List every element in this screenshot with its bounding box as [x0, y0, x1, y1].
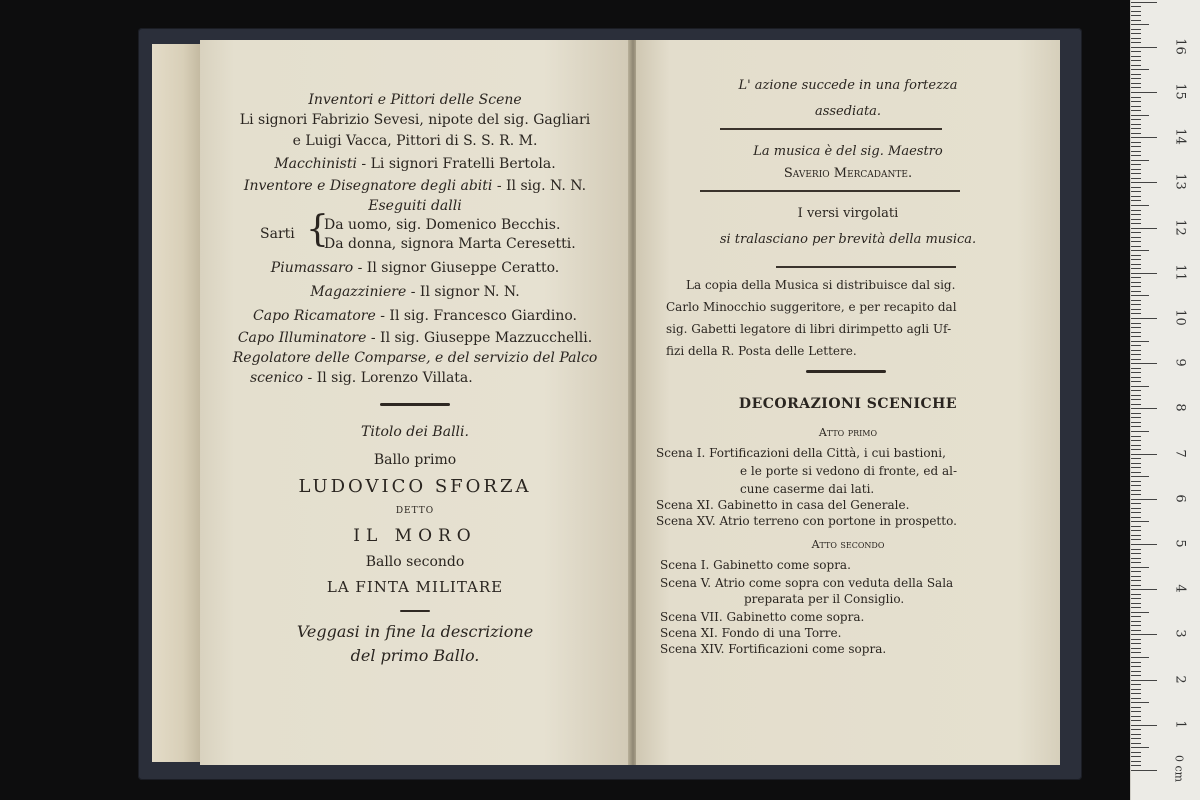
- ruler-tick: [1131, 675, 1141, 676]
- ruler-tick: [1131, 643, 1141, 644]
- left-line-10: [200, 308, 630, 324]
- ruler-tick: [1131, 684, 1141, 685]
- left-line-5: [200, 178, 630, 194]
- ruler-tick: [1131, 110, 1141, 111]
- ruler-tick: [1131, 246, 1141, 247]
- ruler-tick: [1131, 38, 1141, 39]
- ballo-secondo: Ballo secondo: [365, 554, 465, 570]
- ruler-tick: [1131, 711, 1141, 712]
- ruler-tick: [1131, 268, 1141, 269]
- ruler-tick: [1131, 616, 1141, 617]
- ruler-tick: [1131, 78, 1141, 79]
- ruler-tick: [1131, 368, 1141, 369]
- ruler-tick: [1131, 173, 1141, 174]
- ruler-tick: [1131, 65, 1141, 66]
- left-line-5-italic: Inventore e Disegnatore degli abiti: [243, 178, 493, 194]
- ruler-number: 8: [1172, 403, 1188, 413]
- ruler-number: 14: [1172, 128, 1188, 145]
- ruler-tick: [1131, 404, 1141, 405]
- ruler-tick: [1131, 558, 1141, 559]
- ruler-tick: [1131, 553, 1141, 554]
- left-line-10-rest: - Il sig. Francesco Giardino.: [375, 308, 577, 324]
- ruler-tick: [1131, 286, 1141, 287]
- ruler-tick: [1131, 151, 1141, 152]
- ruler-tick: [1131, 51, 1141, 52]
- ruler-number: 5: [1172, 539, 1188, 548]
- ruler-tick: [1131, 42, 1141, 43]
- ruler-tick: [1131, 137, 1157, 138]
- ruler-tick: [1131, 196, 1141, 197]
- ruler-tick: [1131, 250, 1149, 251]
- ruler-tick: [1131, 11, 1141, 12]
- ruler-tick: [1131, 408, 1157, 409]
- ruler-tick: [1131, 580, 1141, 581]
- ruler-tick: [1131, 476, 1149, 477]
- ruler-tick: [1131, 210, 1141, 211]
- ruler-tick: [1131, 295, 1149, 296]
- ruler-tick: [1131, 47, 1157, 48]
- ruler-tick: [1131, 738, 1141, 739]
- ruler-tick: [1131, 133, 1141, 134]
- ruler-tick: [1131, 634, 1157, 635]
- ruler-tick: [1131, 743, 1141, 744]
- left-page: [200, 40, 630, 765]
- ruler-tick: [1131, 770, 1157, 771]
- left-line-9-italic: Magazziniere: [310, 284, 407, 300]
- ruler-number: 13: [1172, 173, 1188, 191]
- scena-15: Scena XV. Atrio terreno con portone in prospetto.: [656, 514, 957, 528]
- scena-1-line-1: Scena I. Fortificazioni della Città, i cui bastioni,: [656, 446, 946, 460]
- ruler-tick: [1131, 535, 1141, 536]
- ruler-tick: [1131, 345, 1141, 346]
- ruler-tick: [1131, 354, 1141, 355]
- scena-1-line-2: e le porte si vedono di fronte, ed al-: [740, 464, 958, 478]
- ruler-tick: [1131, 630, 1141, 631]
- left-line-13: [250, 370, 630, 386]
- left-line-3: e Luigi Vacca, Pittori di S. S. R. M.: [292, 133, 538, 149]
- ruler-tick: [1131, 413, 1141, 414]
- ruler-tick: [1131, 318, 1157, 319]
- ruler-tick: [1131, 734, 1141, 735]
- ruler-number: 3: [1172, 629, 1188, 639]
- copia-line-3: sig. Gabetti legatore di libri dirimpetto agli Uf-: [666, 322, 952, 336]
- ruler-number: 4: [1172, 584, 1188, 593]
- ruler-tick: [1131, 436, 1141, 437]
- scena-11-atto-2: Scena XI. Fondo di una Torre.: [660, 626, 842, 640]
- ruler-tick: [1131, 304, 1141, 305]
- ruler-tick: [1131, 106, 1141, 107]
- ruler-number: 16: [1172, 38, 1188, 55]
- atto-primo: Atto primo: [818, 426, 878, 439]
- ruler-tick: [1131, 232, 1141, 233]
- ruler-tick: [1131, 562, 1141, 563]
- left-line-9-rest: - Il signor N. N.: [406, 284, 520, 300]
- ruler-tick: [1131, 526, 1141, 527]
- ruler-tick: [1131, 445, 1141, 446]
- ruler-tick: [1131, 472, 1141, 473]
- ruler-tick: [1131, 115, 1149, 116]
- ruler-tick: [1131, 426, 1141, 427]
- ruler-tick: [1131, 309, 1141, 310]
- ruler-tick: [1131, 648, 1141, 649]
- ruler-tick: [1131, 440, 1141, 441]
- ruler-tick: [1131, 607, 1141, 608]
- ruler-tick: [1131, 544, 1157, 545]
- left-line-4-rest: - Li signori Fratelli Bertola.: [356, 156, 556, 172]
- ruler-tick: [1131, 228, 1157, 229]
- ruler-tick: [1131, 124, 1141, 125]
- ruler-tick: [1131, 494, 1141, 495]
- scena-11: Scena XI. Gabinetto in casa del Generale.: [656, 498, 910, 512]
- ludovico-sforza: LUDOVICO SFORZA: [298, 476, 532, 497]
- ruler-tick: [1131, 598, 1141, 599]
- ornament-right: [806, 370, 886, 373]
- rule-2: [700, 190, 960, 192]
- ruler-tick: [1131, 200, 1141, 201]
- ruler-unit-label: 0 cm: [1172, 754, 1186, 783]
- ruler-tick: [1131, 350, 1141, 351]
- left-line-8-italic: Piumassaro: [270, 260, 354, 276]
- versi-line-1: I versi virgolati: [797, 206, 899, 221]
- il-moro: IL MORO: [353, 526, 477, 546]
- ruler-tick: [1131, 390, 1141, 391]
- ruler-number: 12: [1172, 218, 1188, 236]
- ruler-tick: [1131, 182, 1157, 183]
- copia-line-1: La copia della Musica si distribuisce dal sig.: [686, 278, 956, 292]
- ruler-tick: [1131, 6, 1141, 7]
- ruler-number: 1: [1172, 720, 1188, 729]
- ruler-tick: [1131, 499, 1157, 500]
- ruler-tick: [1131, 612, 1149, 613]
- ruler-tick: [1131, 15, 1141, 16]
- ruler-tick: [1131, 666, 1141, 667]
- ruler-number: 6: [1172, 494, 1188, 503]
- ruler-tick: [1131, 29, 1141, 30]
- ruler-tick: [1131, 155, 1141, 156]
- ornament-divider: [380, 403, 450, 406]
- ruler-tick: [1131, 485, 1141, 486]
- ruler-tick: [1131, 386, 1149, 387]
- ruler-tick: [1131, 720, 1141, 721]
- ruler-tick: [1131, 549, 1141, 550]
- sarti-line-2: Da donna, signora Marta Ceresetti.: [324, 236, 576, 252]
- ruler-tick: [1131, 680, 1157, 681]
- copia-line-2: Carlo Minocchio suggeritore, e per recapito dal: [666, 300, 957, 314]
- ruler-number: 2: [1172, 674, 1188, 684]
- ruler-tick: [1131, 481, 1141, 482]
- sarti-label: Sarti: [260, 226, 295, 242]
- ruler-tick: [1131, 372, 1141, 373]
- measuring-ruler: [1130, 0, 1200, 800]
- ruler-tick: [1131, 205, 1149, 206]
- ruler-tick: [1131, 20, 1141, 21]
- ruler-tick: [1131, 671, 1141, 672]
- azione-line-1: L' azione succede in una fortezza: [738, 78, 958, 93]
- ruler-tick: [1131, 160, 1149, 161]
- ruler-tick: [1131, 422, 1141, 423]
- rule-3: [776, 266, 956, 268]
- left-line-10-italic: Capo Ricamatore: [253, 308, 376, 324]
- rule-1: [720, 128, 942, 130]
- left-line-1: Inventori e Pittori delle Scene: [308, 92, 522, 108]
- ruler-tick: [1131, 313, 1141, 314]
- ruler-tick: [1131, 517, 1141, 518]
- ruler-tick: [1131, 282, 1141, 283]
- ruler-tick: [1131, 273, 1157, 274]
- ruler-tick: [1131, 725, 1157, 726]
- ruler-tick: [1131, 508, 1141, 509]
- ballo-primo: Ballo primo: [373, 452, 457, 468]
- ruler-tick: [1131, 24, 1149, 25]
- scena-7: Scena VII. Gabinetto come sopra.: [660, 610, 865, 624]
- veggasi-line-1: Veggasi in fine la descrizione: [296, 622, 534, 641]
- azione-line-2: assediata.: [814, 104, 882, 119]
- ruler-tick: [1131, 621, 1141, 622]
- scena-5-line-2: preparata per il Consiglio.: [744, 592, 905, 606]
- ruler-tick: [1131, 657, 1149, 658]
- titolo-balli: Titolo dei Balli.: [361, 424, 469, 440]
- ornament-small: [400, 610, 430, 612]
- ruler-tick: [1131, 60, 1141, 61]
- ruler-tick: [1131, 255, 1141, 256]
- left-line-11-italic: Capo Illuminatore: [237, 330, 367, 346]
- ruler-tick: [1131, 399, 1141, 400]
- ruler-tick: [1131, 237, 1141, 238]
- ruler-tick: [1131, 92, 1157, 93]
- decorazioni-sceniche: DECORAZIONI SCENICHE: [738, 396, 958, 412]
- left-line-2: Li signori Fabrizio Sevesi, nipote del sig. Gagliari: [239, 112, 591, 128]
- ruler-tick: [1131, 512, 1141, 513]
- ruler-tick: [1131, 747, 1149, 748]
- ruler-tick: [1131, 142, 1141, 143]
- left-line-13-rest: - Il sig. Lorenzo Villata.: [303, 370, 473, 386]
- ruler-tick: [1131, 178, 1141, 179]
- ruler-tick: [1131, 291, 1141, 292]
- brace-icon: {: [306, 209, 329, 250]
- ruler-tick: [1131, 219, 1141, 220]
- ruler-tick: [1131, 490, 1141, 491]
- ruler-tick: [1131, 187, 1141, 188]
- ruler-tick: [1131, 458, 1141, 459]
- ruler-tick: [1131, 33, 1141, 34]
- right-page: [636, 40, 1060, 765]
- ruler-tick: [1131, 752, 1141, 753]
- ruler-tick: [1131, 56, 1141, 57]
- ruler-tick: [1131, 169, 1141, 170]
- ruler-tick: [1131, 431, 1149, 432]
- left-line-8-rest: - Il signor Giuseppe Ceratto.: [353, 260, 560, 276]
- ruler-tick: [1131, 336, 1141, 337]
- ruler-tick: [1131, 521, 1149, 522]
- ruler-tick: [1131, 277, 1141, 278]
- ruler-tick: [1131, 530, 1141, 531]
- ruler-tick: [1131, 693, 1141, 694]
- left-line-8: [200, 260, 630, 276]
- ruler-tick: [1131, 454, 1157, 455]
- versi-line-2: si tralasciano per brevità della musica.: [719, 232, 977, 247]
- ruler-tick: [1131, 716, 1141, 717]
- left-line-12: Regolatore delle Comparse, e del servizio del Palco: [232, 350, 598, 366]
- ruler-tick: [1131, 463, 1141, 464]
- ruler-tick: [1131, 652, 1141, 653]
- ruler-number: 15: [1172, 83, 1188, 100]
- ruler-tick: [1131, 417, 1141, 418]
- ruler-tick: [1131, 765, 1141, 766]
- ruler-tick: [1131, 359, 1141, 360]
- ruler-tick: [1131, 332, 1141, 333]
- ruler-tick: [1131, 223, 1141, 224]
- ruler-tick: [1131, 191, 1141, 192]
- ruler-tick: [1131, 585, 1141, 586]
- ruler-number: 11: [1172, 264, 1188, 281]
- ruler-number: 7: [1172, 448, 1188, 458]
- ruler-tick: [1131, 327, 1141, 328]
- left-line-11-rest: - Il sig. Giuseppe Mazzucchelli.: [366, 330, 593, 346]
- ruler-tick: [1131, 567, 1149, 568]
- veggasi-line-2: del primo Ballo.: [350, 646, 480, 665]
- ruler-tick: [1131, 214, 1141, 215]
- binding-stub: [152, 44, 204, 762]
- ruler-tick: [1131, 662, 1141, 663]
- detto: DETTO: [395, 506, 435, 516]
- ruler-tick: [1131, 639, 1141, 640]
- scena-1-line-3: cune caserme dai lati.: [740, 482, 875, 496]
- ruler-tick: [1131, 449, 1141, 450]
- ruler-tick: [1131, 467, 1141, 468]
- ruler-tick: [1131, 146, 1141, 147]
- scena-5-line-1: Scena V. Atrio come sopra con veduta della Sala: [660, 576, 954, 590]
- ruler-tick: [1131, 381, 1141, 382]
- ruler-tick: [1131, 576, 1141, 577]
- ruler-tick: [1131, 69, 1149, 70]
- ruler-tick: [1131, 539, 1141, 540]
- ruler-tick: [1131, 241, 1141, 242]
- la-finta-militare: LA FINTA MILITARE: [326, 578, 504, 596]
- ruler-tick: [1131, 164, 1141, 165]
- ruler-tick: [1131, 2, 1157, 3]
- ruler-tick: [1131, 689, 1141, 690]
- ruler-tick: [1131, 363, 1157, 364]
- ruler-tick: [1131, 603, 1141, 604]
- ruler-number: 9: [1172, 358, 1188, 367]
- left-line-13-italic: scenico: [250, 370, 304, 386]
- ruler-tick: [1131, 702, 1149, 703]
- ruler-tick: [1131, 97, 1141, 98]
- ruler-tick: [1131, 83, 1141, 84]
- ruler-tick: [1131, 756, 1141, 757]
- ruler-tick: [1131, 594, 1141, 595]
- ruler-tick: [1131, 698, 1141, 699]
- atto-secondo: Atto secondo: [811, 538, 885, 551]
- left-line-6: Eseguiti dalli: [368, 198, 462, 214]
- musica-line-2: Saverio Mercadante.: [783, 166, 913, 181]
- musica-line-1: La musica è del sig. Maestro: [753, 144, 943, 159]
- ruler-tick: [1131, 729, 1141, 730]
- ruler-tick: [1131, 503, 1141, 504]
- ruler-tick: [1131, 259, 1141, 260]
- left-line-5-rest: - Il sig. N. N.: [492, 178, 587, 194]
- ruler-tick: [1131, 377, 1141, 378]
- left-line-4-italic: Macchinisti: [274, 156, 357, 172]
- ruler-tick: [1131, 119, 1141, 120]
- ruler-tick: [1131, 87, 1141, 88]
- ruler-tick: [1131, 625, 1141, 626]
- ruler-tick: [1131, 589, 1157, 590]
- ruler-tick: [1131, 571, 1141, 572]
- scena-14: Scena XIV. Fortificazioni come sopra.: [660, 642, 887, 656]
- left-line-4: [200, 156, 630, 172]
- ruler-tick: [1131, 264, 1141, 265]
- ruler-tick: [1131, 761, 1141, 762]
- ruler-tick: [1131, 341, 1149, 342]
- copia-line-4: fizi della R. Posta delle Lettere.: [666, 344, 857, 358]
- ruler-tick: [1131, 323, 1141, 324]
- scena-1-atto-2: Scena I. Gabinetto come sopra.: [660, 558, 851, 572]
- ruler-tick: [1131, 74, 1141, 75]
- ruler-tick: [1131, 300, 1141, 301]
- ruler-tick: [1131, 707, 1141, 708]
- sarti-line-1: Da uomo, sig. Domenico Becchis.: [324, 217, 561, 233]
- left-line-11: [200, 330, 630, 346]
- ruler-tick: [1131, 128, 1141, 129]
- left-line-9: [200, 284, 630, 300]
- ruler-number: 10: [1172, 309, 1188, 326]
- ruler-tick: [1131, 101, 1141, 102]
- ruler-tick: [1131, 395, 1141, 396]
